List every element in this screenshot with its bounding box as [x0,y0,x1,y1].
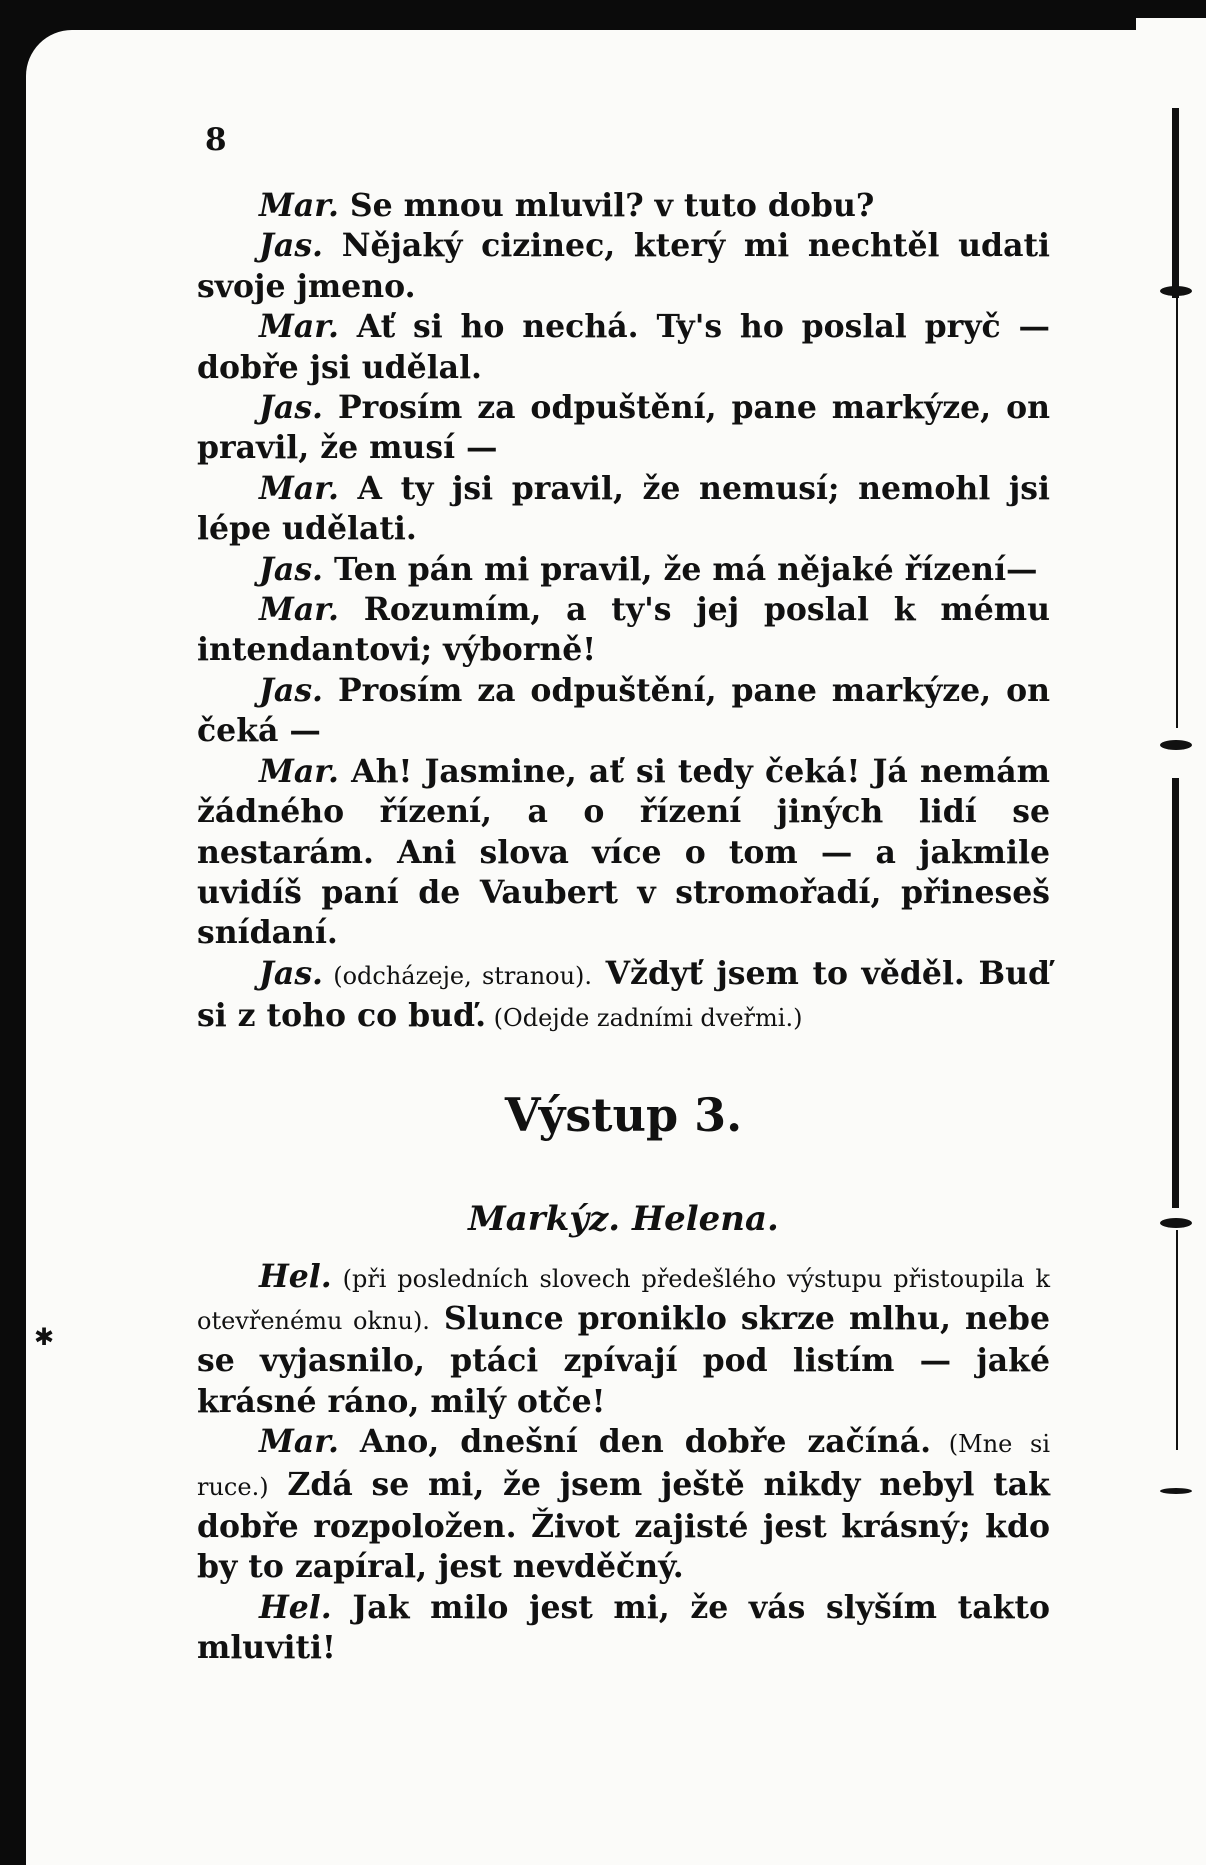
dialogue-text: Se mnou mluvil? v tuto dobu? [338,187,875,224]
spine-mark [1160,740,1192,750]
stage-direction: (Mne si ruce.) [197,1430,1050,1501]
dialogue-line [197,550,1050,590]
speaker-label: Mar. [259,469,339,507]
dialogue-text: Nějaký cizinec, který mi nechtěl udati svoje jmeno. [197,227,1050,305]
speaker-label: Jas. [259,227,324,265]
speaker-label: Mar. [259,752,339,790]
spine-mark [1160,1488,1192,1494]
spine-mark [1160,286,1192,296]
dialogue-text: A ty jsi pravil, že nemusí; nemohl jsi lépe udělati. [197,469,1050,548]
spine-thin-line [1176,1230,1178,1450]
dialogue-text: Ah! Jasmine, ať si tedy čeká! Já nemám žádného řízení, a o řízení jiných lidí se nestarám. Ani slova více o tom — a jakmile uvidíš paní de Vaubert v stromořadí, přineseš snídaní. [197,752,1050,952]
speaker-label: Jas. [259,550,324,588]
dialogue-text: Slunce proniklo skrze mlhu, nebe se vyjasnilo, ptáci zpívají pod listím — jaké krásné ráno, milý otče! [197,1299,1050,1420]
stage-direction: (Odejde zadními dveřmi.) [486,1004,803,1033]
spine-line [1172,778,1179,1208]
dialogue-text: Prosím za odpuštění, pane markýze, on čeká — [197,671,1050,750]
spine-thin-line [1176,298,1178,728]
dialogue-line [197,186,1050,226]
dialogue-text: Zdá se mi, že jsem ještě nikdy nebyl tak dobře rozpoložen. Život zajisté jest krásný; kdo by to zapíral, jest nevděčný. [197,1465,1050,1586]
dialogue-text: Vždyť jsem to věděl. Buď si z toho co buď. [197,954,1051,1035]
dialogue-text: Ať si ho nechá. Ty's ho poslal pryč — dobře jsi udělal. [197,308,1050,386]
book-spine [1136,18,1206,1865]
dialogue-text: Prosím za odpuštění, pane markýze, on pravil, že musí — [197,389,1050,467]
dialogue-line [197,307,1050,388]
dialogue-line [197,752,1050,954]
speaker-label: Jas. [259,954,324,992]
dialogue-line [197,671,1050,752]
scene-title: Výstup 3. [504,1087,743,1142]
speaker-label: Mar. [259,591,339,629]
ink-blot-icon: ✱ [34,1323,55,1351]
speaker-label: Jas. [259,389,324,427]
dialogue-line-hel [197,1257,1050,1423]
speaker-label: Hel. [259,1588,332,1626]
dialogue-line [197,469,1050,550]
dialogue-text: Ano, dnešní den dobře začíná. [338,1423,932,1461]
dialogue-text: Jak milo jest mi, že vás slyším takto mluviti! [197,1588,1050,1667]
stage-direction: (při posledních slovech předešlého výstupu přistoupila k otevřenému oknu). [197,1264,1050,1335]
dialogue-text: Rozumím, a ty's jej poslal k mému intendantovi; výborně! [197,591,1050,669]
dialogue-line [197,226,1050,307]
dialogue-line [197,388,1050,469]
speaker-label: Hel. [259,1257,332,1295]
book-page [0,18,1206,1865]
speaker-label: Jas. [259,671,324,709]
spine-line [1172,108,1179,298]
dialogue-line-mar [197,1422,1050,1588]
spine-mark [1160,1218,1192,1228]
speaker-label: Mar. [259,308,339,346]
scene-characters: Markýz. Helena. [468,1198,779,1239]
dialogue-line [197,590,1050,671]
speaker-label: Mar. [259,187,339,224]
dialogue-text: Ten pán mi pravil, že má nějaké řízení— [323,550,1038,588]
dialogue-line-hel [197,1588,1050,1669]
speaker-label: Mar. [259,1423,339,1461]
text-block [197,186,1050,1669]
dialogue-line-jas-exit [197,954,1050,1039]
stage-direction: (odcházeje, stranou). [323,961,593,990]
page-number: 8 [205,122,227,158]
